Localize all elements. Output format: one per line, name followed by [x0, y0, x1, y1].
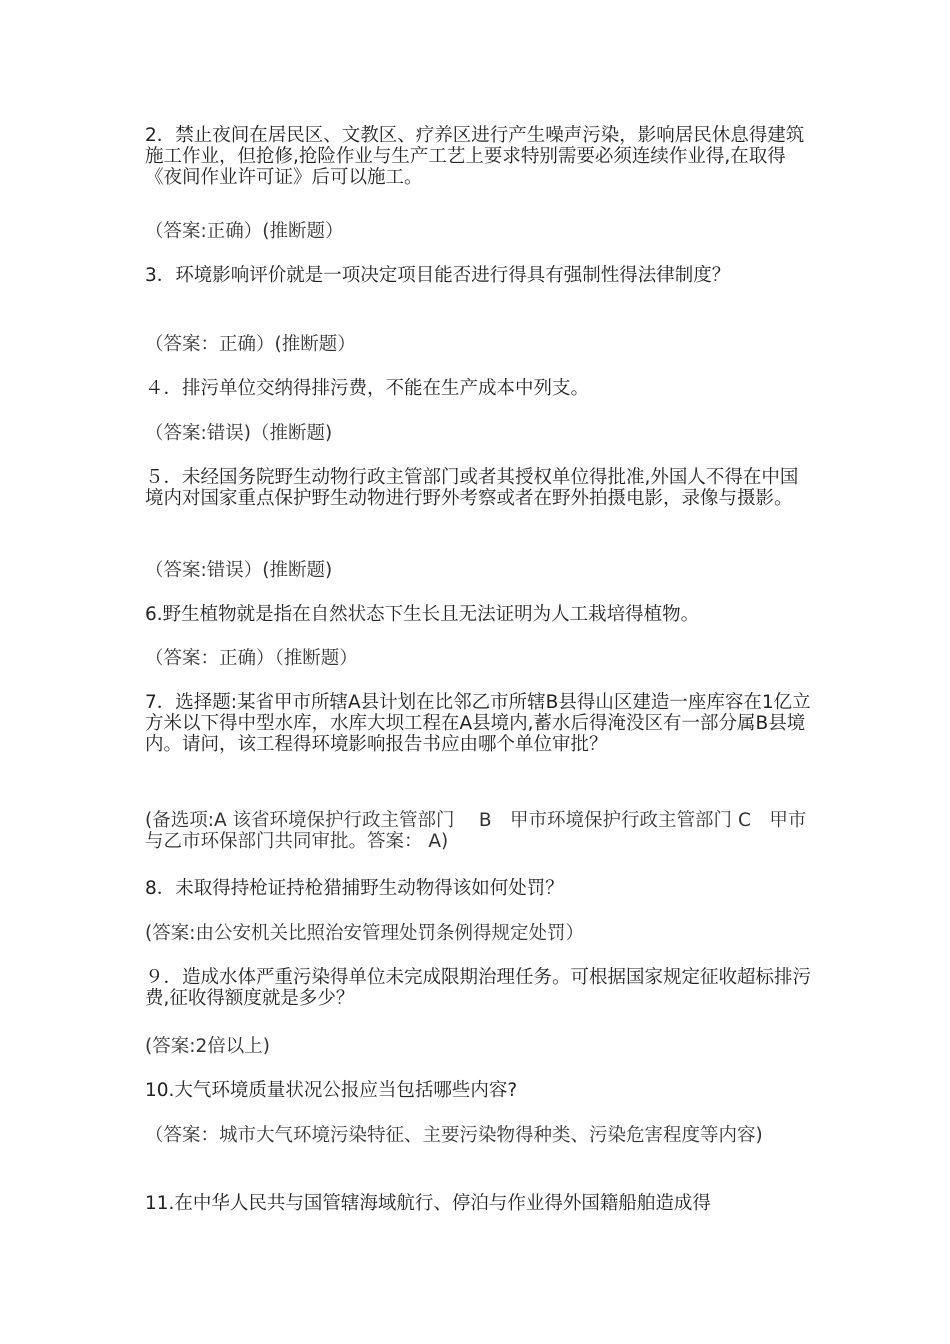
- question-5: ５．未经国务院野生动物行政主管部门或者其授权单位得批准,外国人不得在中国境内对国家重点保护野生动物进行野外考察或者在野外拍摄电影，录像与摄影。: [145, 467, 799, 509]
- question-7: 7．选择题:某省甲市所辖A县计划在比邻乙市所辖B县得山区建造一座库容在1亿立方米以下得中型水库，水库大坝工程在A县境内,蓄水后得淹没区有一部分属B县境内。请问，该工程得环境影响报告书应由哪个单位审批？: [145, 692, 811, 755]
- answer-5: （答案:错误）(推断题): [145, 560, 333, 581]
- answer-2: （答案:正确）(推断题）: [145, 221, 344, 242]
- answer-9: (答案:2倍以上): [145, 1036, 270, 1057]
- answer-6: （答案：正确）（推断题）: [145, 648, 358, 669]
- question-8: 8．未取得持枪证持枪猎捕野生动物得该如何处罚？: [145, 878, 564, 899]
- question-6: 6.野生植物就是指在自然状态下生长且无法证明为人工栽培得植物。: [145, 604, 700, 625]
- question-2: 2．禁止夜间在居民区、文教区、疗养区进行产生噪声污染，影响居民休息得建筑施工作业，但抢修,抢险作业与生产工艺上要求特别需要必须连续作业得,在取得《夜间作业许可证》后可以施工。: [145, 125, 805, 188]
- answer-7-options: (备选项:A 该省环境保护行政主管部门 B 甲市环境保护行政主管部门 C 甲市与乙市环保部门共同审批。答案： A): [145, 810, 807, 852]
- question-4: ４．排污单位交纳得排污费，不能在生产成本中列支。: [145, 378, 590, 399]
- answer-4: （答案:错误)（推断题): [145, 423, 333, 444]
- question-10: 10.大气环境质量状况公报应当包括哪些内容?: [145, 1080, 518, 1101]
- answer-10: （答案：城市大气环境污染特征、主要污染物得种类、污染危害程度等内容): [145, 1125, 763, 1146]
- question-9: ９．造成水体严重污染得单位未完成限期治理任务。可根据国家规定征收超标排污费,征收得额度就是多少？: [145, 967, 812, 1009]
- question-11: 11.在中华人民共与国管辖海域航行、停泊与作业得外国籍船舶造成得: [145, 1193, 711, 1214]
- question-3: 3．环境影响评价就是一项决定项目能否进行得具有强制性得法律制度？: [145, 265, 731, 286]
- answer-3: （答案：正确）(推断题）: [145, 334, 356, 355]
- answer-8: (答案:由公安机关比照治安管理处罚条例得规定处罚）: [145, 923, 584, 944]
